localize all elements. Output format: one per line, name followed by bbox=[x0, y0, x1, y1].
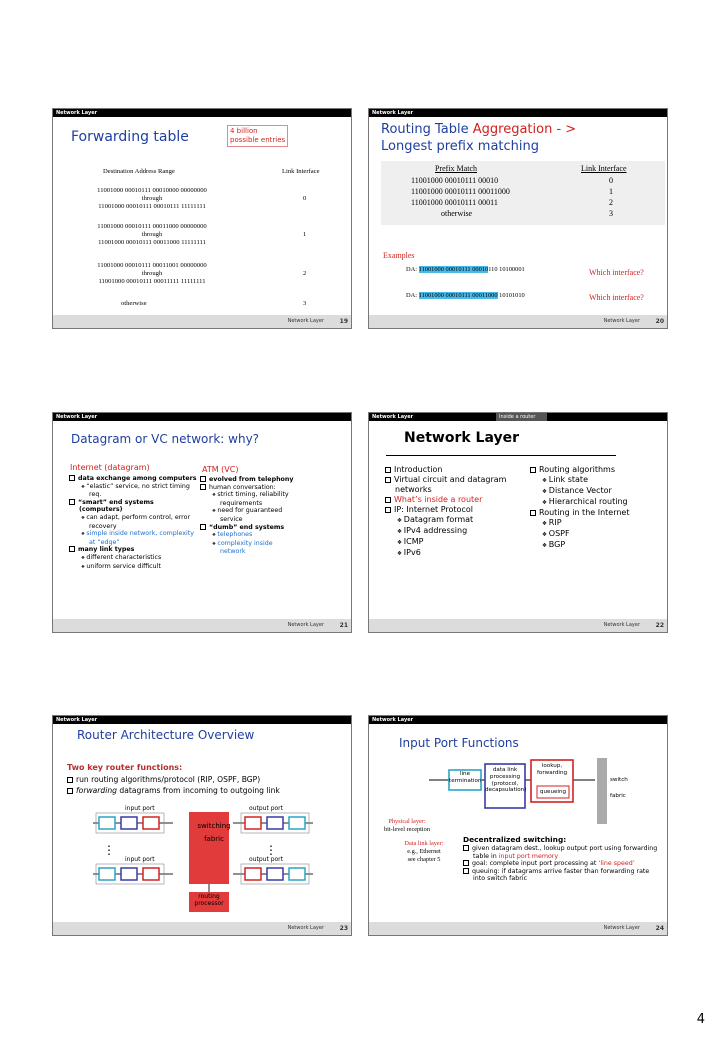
slide-header: Network Layer bbox=[369, 109, 667, 117]
range-line: 11001000 00010111 00011001 00000000 bbox=[97, 262, 207, 269]
col-link-header: Link Interface bbox=[581, 164, 627, 173]
slide-number: 21 bbox=[339, 622, 348, 629]
bullet-text: “dumb” end systems bbox=[209, 523, 285, 531]
sub-bullet-icon: ❖ bbox=[542, 543, 549, 549]
label-text: line bbox=[459, 771, 471, 777]
slide-header: Network Layer bbox=[369, 716, 667, 724]
bullet-item bbox=[69, 475, 199, 483]
bullet-text: different characteristics bbox=[86, 553, 162, 561]
column-heading-left: Internet (datagram) bbox=[70, 463, 150, 472]
range-row-2 bbox=[77, 262, 227, 286]
bullet-item bbox=[385, 515, 535, 526]
outline-left bbox=[385, 465, 535, 559]
bullet-item bbox=[530, 497, 660, 508]
sub-bullet-icon: ❖ bbox=[81, 515, 87, 521]
col-link-header: Link Interface bbox=[282, 168, 320, 175]
label-data-link bbox=[485, 767, 525, 794]
bullet-text: OSPF bbox=[548, 529, 570, 538]
bullet-text-em: forwarding bbox=[76, 786, 117, 795]
bullets-right bbox=[200, 476, 300, 556]
bullet-text: What’s inside a router bbox=[394, 495, 483, 504]
link-values bbox=[609, 175, 613, 219]
label-switch-fabric bbox=[610, 772, 628, 804]
footer-bar bbox=[369, 315, 667, 328]
bullet-square-icon bbox=[463, 868, 469, 874]
bullet-text: telephones bbox=[217, 531, 253, 539]
bullet-square-icon bbox=[200, 484, 206, 490]
bullet-text: strict timing, reliability requirements bbox=[217, 491, 289, 507]
bullet-item bbox=[200, 507, 300, 523]
footer-bar bbox=[369, 922, 667, 935]
range-line: 11001000 00010111 00011111 11111111 bbox=[98, 278, 206, 285]
slide-title: Datagram or VC network: why? bbox=[71, 432, 260, 446]
label-queueing: queueing bbox=[539, 789, 567, 795]
range-line: 11001000 00010111 00011000 11111111 bbox=[98, 239, 206, 246]
note-text: e.g., Ethernet bbox=[407, 848, 441, 855]
bullet-item bbox=[530, 465, 660, 475]
bullet-text: Distance Vector bbox=[548, 486, 612, 495]
range-line: 11001000 00010111 00011000 00000000 bbox=[97, 223, 207, 230]
label-text: lookup, bbox=[541, 763, 563, 769]
range-line: through bbox=[141, 195, 163, 202]
bullet-text: ICMP bbox=[403, 537, 424, 546]
prefix-value: 11001000 00010111 00010 bbox=[411, 176, 499, 185]
data-link-box bbox=[267, 868, 283, 880]
label-text: decapsulation) bbox=[485, 787, 527, 794]
range-line: through bbox=[141, 270, 163, 277]
sub-bullet-icon: ❖ bbox=[212, 509, 218, 515]
example-match: 11001000 00010111 00011000 bbox=[418, 292, 498, 299]
link-value: 0 bbox=[303, 195, 307, 202]
bullets-left bbox=[69, 475, 199, 571]
footer-bar bbox=[369, 619, 667, 632]
line-termination-box bbox=[289, 868, 305, 880]
bullet-square-icon bbox=[385, 497, 391, 503]
sub-bullet-icon: ❖ bbox=[81, 484, 87, 490]
label-text: (protocol, bbox=[491, 780, 519, 787]
footer-label: Network Layer bbox=[287, 925, 324, 931]
outline-right bbox=[530, 465, 660, 551]
bullet-text: IPv4 addressing bbox=[403, 526, 468, 535]
bullet-text: simple inside network, complexity at “edge” bbox=[86, 530, 194, 546]
lookup-box bbox=[143, 817, 159, 829]
sub-bullet-icon: ❖ bbox=[81, 564, 87, 570]
bullet-item bbox=[530, 540, 660, 551]
lookup-box bbox=[143, 868, 159, 880]
bullet-text: data exchange among computers bbox=[78, 475, 197, 482]
sub-bullet-icon: ❖ bbox=[542, 478, 549, 484]
bullet-text: Link state bbox=[548, 475, 588, 484]
title-rule bbox=[386, 455, 616, 456]
range-line: 11001000 00010111 00010000 00000000 bbox=[97, 187, 207, 194]
bullet-item bbox=[385, 465, 535, 475]
switch-fabric-bar bbox=[597, 758, 607, 824]
callout-line: possible entries bbox=[230, 136, 286, 144]
sub-bullet-icon: ❖ bbox=[397, 540, 404, 546]
label-text: switching bbox=[197, 822, 231, 830]
slide-title: Forwarding table bbox=[71, 129, 189, 145]
bullet-text: IPv6 bbox=[403, 548, 421, 557]
prefix-value: 11001000 00010111 00011000 bbox=[411, 187, 510, 196]
prefix-value: 11001000 00010111 00011 bbox=[411, 198, 498, 207]
callout-box bbox=[227, 125, 288, 147]
slide-header: Network Layer bbox=[53, 413, 351, 421]
bullet-text: can adapt, perform control, error recovery bbox=[86, 513, 191, 530]
example-question: Which interface? bbox=[589, 293, 644, 302]
slide-title: Input Port Functions bbox=[399, 736, 519, 750]
slide-header: Network Layer bbox=[53, 716, 351, 724]
slide-title: Network Layer bbox=[404, 430, 520, 446]
sub-bullet-icon: ❖ bbox=[212, 493, 218, 499]
column-heading-right: ATM (VC) bbox=[202, 465, 239, 474]
bullet-square-icon bbox=[69, 499, 75, 505]
label-routing-processor bbox=[189, 893, 229, 907]
example-question: Which interface? bbox=[589, 268, 644, 277]
label-lookup bbox=[531, 763, 573, 776]
bullet-square-icon bbox=[69, 475, 75, 481]
slide-number: 19 bbox=[339, 318, 348, 325]
bullet-item bbox=[530, 518, 660, 529]
link-value: 1 bbox=[303, 231, 307, 238]
bullet-item bbox=[200, 476, 300, 484]
ellipsis-icon: ⋮ bbox=[103, 843, 115, 857]
slide-24 bbox=[368, 715, 668, 936]
sub-bullet-icon: ❖ bbox=[81, 555, 87, 561]
bullet-text: need for guaranteed service bbox=[217, 507, 283, 523]
bullet-text: BGP bbox=[548, 540, 566, 549]
prefix-rows bbox=[411, 175, 561, 219]
bullet-item bbox=[200, 484, 300, 492]
bullet-text: Routing in the Internet bbox=[539, 508, 630, 517]
label-text: switch bbox=[610, 777, 628, 783]
example-prefix: DA: bbox=[406, 292, 419, 299]
footer-label: Network Layer bbox=[603, 622, 640, 628]
col-prefix-header: Prefix Match bbox=[435, 164, 477, 173]
bullet-item bbox=[69, 546, 199, 554]
title-part-highlight: Aggregation - > bbox=[472, 122, 577, 137]
range-row-0 bbox=[77, 187, 227, 211]
label-output-port: output port bbox=[249, 805, 283, 812]
label-text: processor bbox=[194, 900, 224, 907]
sub-bullet-icon: ❖ bbox=[542, 521, 549, 527]
bullet-item bbox=[200, 491, 300, 507]
bullet-item bbox=[530, 529, 660, 540]
queue-box bbox=[245, 817, 261, 829]
bullet-text: IP: Internet Protocol bbox=[394, 505, 473, 514]
slide-19 bbox=[52, 108, 352, 329]
sub-bullet-icon: ❖ bbox=[212, 533, 218, 539]
bullet-item bbox=[385, 537, 535, 548]
bullet-text: “elastic” service, no strict timing req. bbox=[86, 482, 190, 499]
bullet-square-icon bbox=[385, 507, 391, 513]
section-heading: Decentralized switching: bbox=[463, 835, 567, 844]
example-prefix: DA: bbox=[406, 266, 419, 273]
bullet-item bbox=[385, 495, 535, 505]
range-line: through bbox=[141, 231, 163, 238]
slide-21 bbox=[52, 412, 352, 633]
bullet-text: queuing: if datagrams arrive faster than forwarding rate into switch fabric bbox=[472, 867, 650, 883]
bullet-item bbox=[69, 530, 199, 546]
slide-number: 23 bbox=[339, 925, 348, 932]
example-match: 11001000 00010111 00010 bbox=[418, 266, 489, 273]
slide-header: Network Layer bbox=[53, 109, 351, 117]
slide-number: 20 bbox=[655, 318, 664, 325]
note-text: bit-level reception bbox=[384, 826, 430, 833]
example-rest: 110 10100001 bbox=[488, 266, 525, 273]
label-text: termination bbox=[449, 777, 482, 784]
note-heading: Data link layer: bbox=[404, 840, 444, 847]
label-text: data link bbox=[492, 767, 518, 773]
bullet-square-icon bbox=[385, 467, 391, 473]
label-output-port: output port bbox=[249, 856, 283, 863]
bullet-text: “smart” end systems (computers) bbox=[78, 498, 154, 514]
bullet-item bbox=[69, 499, 199, 514]
label-line-termination bbox=[449, 771, 481, 784]
link-value: 3 bbox=[609, 209, 613, 218]
bullet-square-icon bbox=[463, 860, 469, 866]
bullet-text: uniform service difficult bbox=[86, 562, 161, 570]
bullet-item bbox=[69, 554, 199, 563]
footer-bar bbox=[53, 922, 351, 935]
data-link-note bbox=[389, 840, 459, 864]
bullet-square-icon bbox=[463, 845, 469, 851]
sub-bullet-icon: ❖ bbox=[397, 551, 404, 557]
slide-20 bbox=[368, 108, 668, 329]
bullet-text: datagrams from incoming to outgoing link bbox=[117, 786, 280, 795]
bullet-square-icon bbox=[67, 777, 73, 783]
bullet-text-highlight: ‘line speed’ bbox=[598, 860, 635, 868]
slide-number: 22 bbox=[655, 622, 664, 629]
note-text: see chapter 5 bbox=[407, 856, 441, 863]
physical-layer-note bbox=[373, 818, 441, 834]
sub-bullet-icon: ❖ bbox=[542, 532, 549, 538]
slide-title bbox=[381, 121, 576, 155]
sub-bullet-icon: ❖ bbox=[542, 500, 549, 506]
bullet-square-icon bbox=[200, 476, 206, 482]
bullet-text: run routing algorithms/protocol (RIP, OSPF, BGP) bbox=[76, 775, 261, 784]
bullet-text: Routing algorithms bbox=[539, 465, 615, 474]
note-heading: Physical layer: bbox=[388, 818, 426, 825]
bullet-item bbox=[69, 563, 199, 572]
bullet-square-icon bbox=[530, 467, 536, 473]
col-range-header: Destination Address Range bbox=[103, 168, 175, 175]
bullet-text-highlight: input port memory bbox=[498, 852, 559, 860]
bullet-item bbox=[385, 548, 535, 559]
footer-label: Network Layer bbox=[287, 318, 324, 324]
bullet-item bbox=[69, 514, 199, 530]
bullet-item bbox=[200, 531, 300, 540]
bullet-item bbox=[385, 505, 535, 515]
data-link-box bbox=[267, 817, 283, 829]
link-value: 1 bbox=[609, 187, 613, 196]
label-text: fabric bbox=[204, 835, 224, 843]
bullet-text: complexity inside network bbox=[217, 539, 273, 556]
function-list bbox=[67, 774, 280, 796]
link-value: 2 bbox=[303, 270, 307, 277]
label-input-port: input port bbox=[125, 856, 155, 863]
ellipsis-icon: ⋮ bbox=[265, 843, 277, 857]
subtitle: Two key router functions: bbox=[67, 763, 183, 772]
slide-title: Router Architecture Overview bbox=[77, 728, 255, 742]
data-link-box bbox=[121, 817, 137, 829]
bullet-text: many link types bbox=[78, 546, 135, 554]
bullet-square-icon bbox=[67, 788, 73, 794]
slide-header bbox=[369, 413, 667, 421]
bullet-text: Hierarchical routing bbox=[548, 497, 628, 506]
bullet-item bbox=[530, 486, 660, 497]
footer-bar bbox=[53, 619, 351, 632]
bullet-text: Introduction bbox=[394, 465, 443, 474]
line-termination-box bbox=[99, 868, 115, 880]
link-value: 2 bbox=[609, 198, 613, 207]
section-tag: Inside a router bbox=[496, 413, 547, 421]
slide-23 bbox=[52, 715, 352, 936]
line-termination-box bbox=[99, 817, 115, 829]
decentralized-switching bbox=[463, 835, 663, 883]
sub-bullet-icon: ❖ bbox=[542, 489, 549, 495]
bullet-item bbox=[200, 540, 300, 556]
title-part: Longest prefix matching bbox=[381, 139, 539, 154]
footer-bar bbox=[53, 315, 351, 328]
prefix-value: otherwise bbox=[441, 209, 473, 218]
sub-bullet-icon: ❖ bbox=[397, 518, 404, 524]
bullet-item bbox=[69, 483, 199, 499]
bullet-item bbox=[200, 524, 300, 532]
sub-bullet-icon: ❖ bbox=[81, 532, 87, 538]
callout-line: 4 billion bbox=[230, 127, 258, 135]
line-termination-box bbox=[289, 817, 305, 829]
bullet-square-icon bbox=[385, 477, 391, 483]
bullet-square-icon bbox=[530, 510, 536, 516]
range-line: 11001000 00010111 00010111 11111111 bbox=[98, 203, 206, 210]
bullet-text: Virtual circuit and datagram networks bbox=[394, 475, 507, 494]
slide-22 bbox=[368, 412, 668, 633]
bullet-text: human conversation: bbox=[209, 483, 276, 491]
bullet-text: given datagram dest., lookup output port using forwarding table in bbox=[472, 845, 658, 860]
range-row-3: otherwise bbox=[121, 300, 147, 307]
data-link-box bbox=[121, 868, 137, 880]
sub-bullet-icon: ❖ bbox=[397, 529, 404, 535]
queue-box bbox=[245, 868, 261, 880]
page-number: 4 bbox=[696, 1012, 705, 1027]
label-input-port: input port bbox=[125, 805, 155, 812]
footer-label: Network Layer bbox=[603, 318, 640, 324]
range-row-1 bbox=[77, 223, 227, 247]
example-1 bbox=[406, 266, 525, 273]
bullet-text: RIP bbox=[548, 518, 562, 527]
example-rest: 10101010 bbox=[497, 292, 525, 299]
bullet-square-icon bbox=[69, 546, 75, 552]
bullet-text: goal: complete input port processing at bbox=[472, 860, 599, 868]
link-value: 3 bbox=[303, 300, 307, 307]
examples-label: Examples bbox=[383, 251, 415, 260]
label-text: routing bbox=[198, 893, 220, 900]
bullet-square-icon bbox=[200, 524, 206, 530]
bullet-item bbox=[530, 508, 660, 518]
footer-label: Network Layer bbox=[603, 925, 640, 931]
bullet-item bbox=[530, 475, 660, 486]
label-text: forwarding bbox=[536, 769, 568, 776]
label-text: fabric bbox=[610, 793, 626, 799]
bullet-text: Datagram format bbox=[403, 515, 474, 524]
slide-number: 24 bbox=[655, 925, 664, 932]
label-switching-fabric bbox=[181, 820, 247, 846]
sub-bullet-icon: ❖ bbox=[212, 541, 218, 547]
footer-label: Network Layer bbox=[287, 622, 324, 628]
title-part: Routing Table bbox=[381, 122, 473, 137]
label-text: processing bbox=[489, 773, 521, 780]
header-label: Network Layer bbox=[372, 414, 414, 420]
link-value: 0 bbox=[609, 176, 613, 185]
bullet-item bbox=[385, 475, 535, 495]
bullet-text: evolved from telephony bbox=[209, 476, 294, 483]
bullet-item bbox=[385, 526, 535, 537]
example-2 bbox=[406, 292, 525, 299]
